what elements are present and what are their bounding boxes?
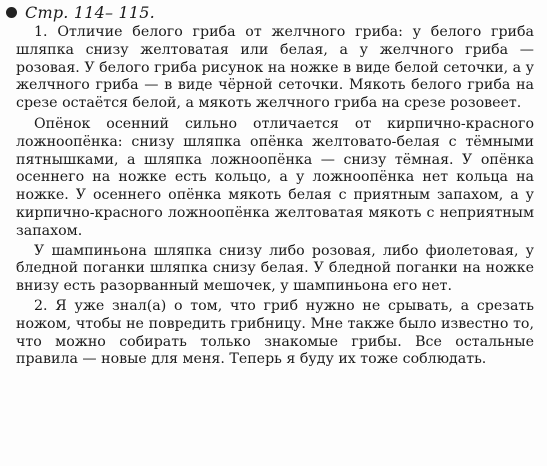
page-header — [6, 2, 155, 22]
paragraph-champignon: У шампиньона шляпка снизу либо розовая, либо фиолетовая, у бледной поганки шляпка снизу белая. У бледной поганки на ножке внизу есть разорванный мешочек, у шампиньона его нет. — [16, 242, 534, 295]
paragraph-honey-fungus: Опёнок осенний сильно отличается от кирпично-красного ложноопёнка: снизу шляпка опёнка желтовато-белая с тёмными пятнышками, а шляпка ложноопёнка — снизу тёмная. У опёнка осеннего на ножке есть кольцо, а у ложноопёнка нет кольца на ножке. У осеннего опёнка мякоть белая с приятным запахом, а у кирпично-красного ложноопёнка желтоватая мякоть с неприятным запахом. — [16, 115, 534, 239]
bullet-icon — [6, 7, 17, 18]
answer-text — [16, 24, 534, 371]
paragraph-rules: 2. Я уже знал(а) о том, что гриб нужно не срывать, а срезать ножом, чтобы не повредить грибницу. Мне также было известно то, что можно собирать только знакомые грибы. Все остальные правила — новые для меня. Теперь я буду их тоже соблюдать. — [16, 297, 534, 368]
paragraph-boletus-vs-bitter: 1. Отличие белого гриба от желчного гриба: у белого гриба шляпка снизу желтоватая или белая, а у желчного гриба — розовая. У белого гриба рисунок на ножке в виде белой сеточки, а у желчного гриба — в виде чёрной сеточки. Мякоть белого гриба на срезе остаётся белой, а мякоть желчного гриба на срезе розовеет. — [16, 24, 534, 112]
page-reference: Стр. 114– 115. — [25, 2, 155, 22]
